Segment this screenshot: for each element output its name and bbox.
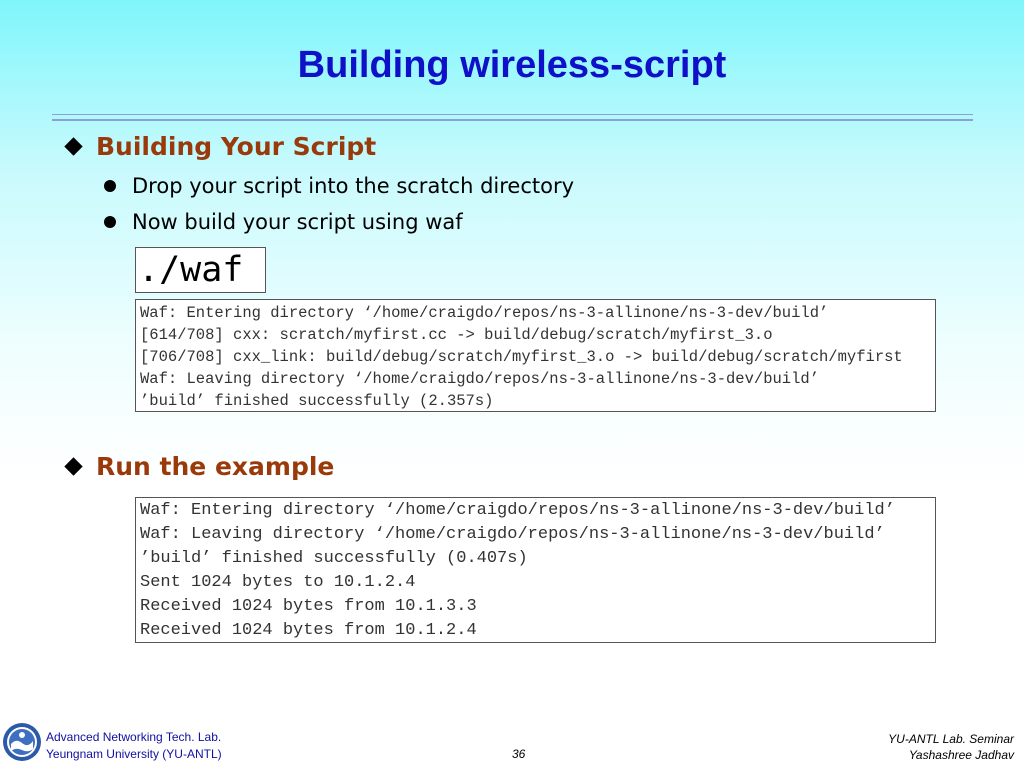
terminal-line: Waf: Leaving directory ‘/home/craigdo/repos/ns-3-allinone/ns-3-dev/build’ (140, 370, 820, 388)
footer-seminar: YU-ANTL Lab. Seminar (888, 732, 1014, 746)
terminal-line: Received 1024 bytes from 10.1.2.4 (140, 621, 477, 640)
slide-title: Building wireless-script (297, 44, 727, 86)
round-bullet-icon (104, 180, 116, 192)
bullet-text: Now build your script using waf (132, 210, 463, 234)
section-heading-label: Building Your Script (96, 132, 377, 161)
terminal-line: Sent 1024 bytes to 10.1.2.4 (140, 573, 416, 592)
footer-lab-info (46, 729, 222, 763)
run-output-terminal (135, 497, 936, 643)
terminal-line: Waf: Leaving directory ‘/home/craigdo/repos/ns-3-allinone/ns-3-dev/build’ (140, 525, 885, 544)
section-heading-run-example (64, 452, 334, 481)
terminal-line: Received 1024 bytes from 10.1.3.3 (140, 597, 477, 616)
bullet-item (104, 210, 463, 234)
round-bullet-icon (104, 216, 116, 228)
section-heading-building-script (64, 132, 376, 161)
bullet-item (104, 174, 574, 198)
terminal-line: [614/708] cxx: scratch/myfirst.cc -> build/debug/scratch/myfirst_3.o (140, 326, 773, 344)
footer-seminar-info (888, 731, 1014, 763)
waf-command-box: ./waf (135, 247, 266, 293)
page-number: 36 (512, 747, 526, 761)
build-output-terminal (135, 299, 936, 412)
footer-presenter: Yashashree Jadhav (908, 748, 1014, 762)
terminal-line: [706/708] cxx_link: build/debug/scratch/myfirst_3.o -> build/debug/scratch/myfirst (140, 348, 903, 366)
footer-university: Yeungnam University (YU-ANTL) (46, 747, 222, 761)
university-seal-icon (2, 722, 42, 762)
diamond-bullet-icon (64, 137, 82, 155)
terminal-line: Waf: Entering directory ‘/home/craigdo/repos/ns-3-allinone/ns-3-dev/build’ (140, 304, 829, 322)
title-divider (52, 114, 973, 121)
bullet-text: Drop your script into the scratch directory (132, 174, 575, 198)
diamond-bullet-icon (64, 457, 82, 475)
footer-lab-name: Advanced Networking Tech. Lab. (46, 730, 222, 744)
terminal-line: ’build’ finished successfully (0.407s) (140, 549, 528, 568)
terminal-line: Waf: Entering directory ‘/home/craigdo/repos/ns-3-allinone/ns-3-dev/build’ (140, 501, 895, 520)
terminal-line: ’build’ finished successfully (2.357s) (140, 392, 494, 410)
section-heading-label: Run the example (96, 452, 335, 481)
